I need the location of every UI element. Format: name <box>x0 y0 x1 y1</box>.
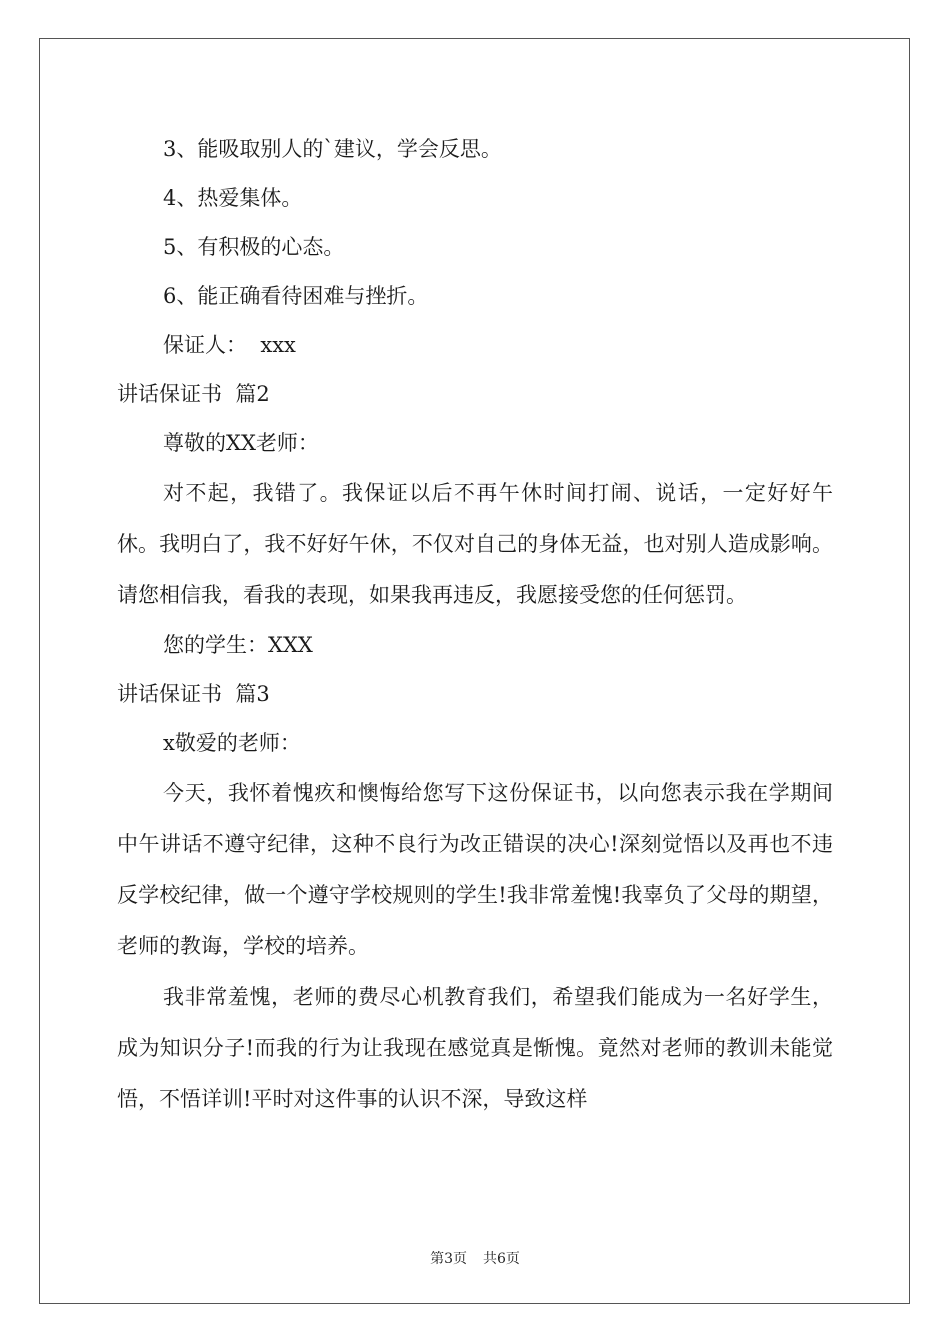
greeting-3: x敬爱的老师： <box>163 731 301 755</box>
paragraph: 今天，我怀着愧疚和懊悔给您写下这份保证书，以向您表示我在学期间中午讲话不遵守纪律，这种不良行为改正错误的决心!深刻觉悟以及再也不违反学校纪律，做一个遵守学校规则的学生!我非常羞愧!我辜负了父母的期望，老师的教诲，学校的培养。 <box>117 781 833 958</box>
student-signature: 您的学生：XXX <box>163 633 313 657</box>
list-item: 3、能吸取别人的`建议，学会反思。 <box>163 137 502 161</box>
page-total: 共6页 <box>483 1251 520 1267</box>
list-item: 4、热爱集体。 <box>163 186 303 210</box>
document-body <box>117 125 833 1125</box>
list-item: 6、能正确看待困难与挫折。 <box>163 284 429 308</box>
section-heading-2: 讲话保证书 篇2 <box>117 382 270 406</box>
greeting-2: 尊敬的XX老师： <box>163 431 319 455</box>
guarantor-signature: 保证人： xxx <box>163 333 296 357</box>
paragraph: 对不起，我错了。我保证以后不再午休时间打闹、说话，一定好好午休。我明白了，我不好好午休，不仅对自己的身体无益，也对别人造成影响。请您相信我，看我的表现，如果我再违反，我愿接受您的任何惩罚。 <box>117 481 833 607</box>
page-footer <box>0 1248 950 1268</box>
list-item: 5、有积极的心态。 <box>163 235 345 259</box>
page-number: 第3页 <box>430 1251 467 1267</box>
section-heading-3: 讲话保证书 篇3 <box>117 682 270 706</box>
paragraph: 我非常羞愧，老师的费尽心机教育我们，希望我们能成为一名好学生，成为知识分子!而我的行为让我现在感觉真是惭愧。竟然对老师的教训未能觉悟，不悟详训!平时对这件事的认识不深，导致这样 <box>117 985 833 1111</box>
